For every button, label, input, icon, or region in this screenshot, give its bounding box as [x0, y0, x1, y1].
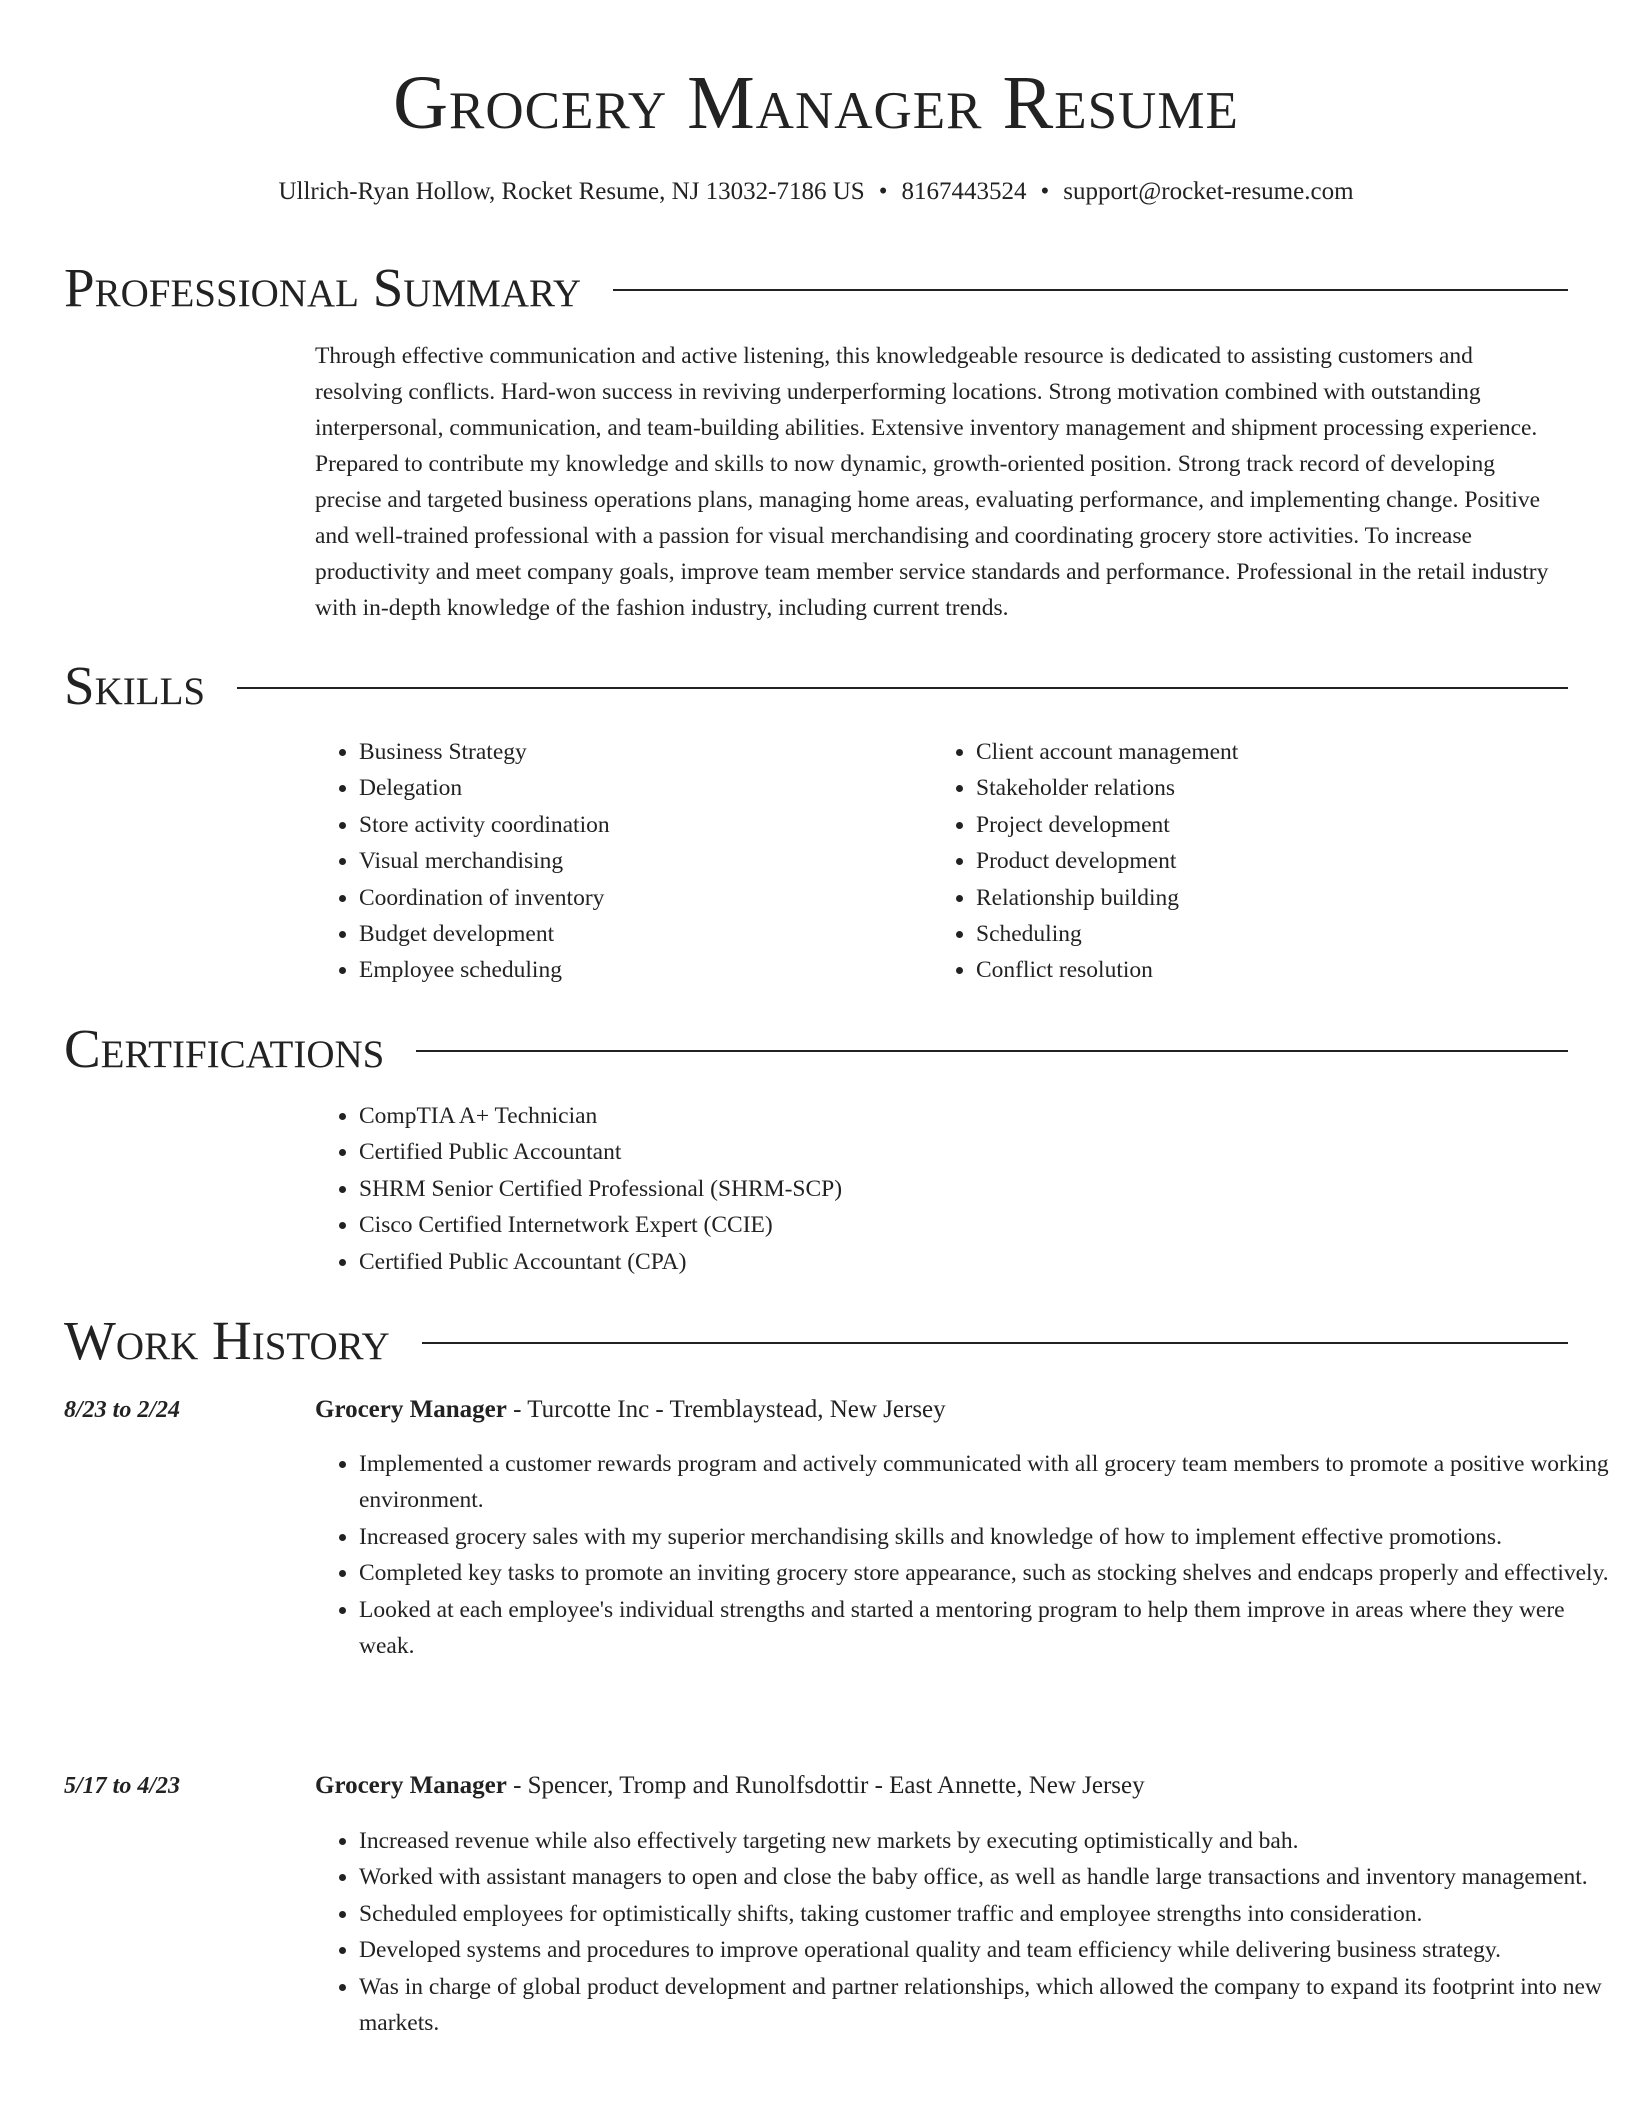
contact-separator: •	[878, 178, 888, 205]
job-header	[315, 1768, 1145, 1804]
job-bullet: • Developed systems and procedures to improve operational quality and team efficiency while delivering business strategy.	[359, 1932, 1609, 1968]
job-role: Grocery Manager	[315, 1772, 507, 1799]
certifications-heading: Certifications	[64, 1018, 385, 1079]
contact-email: support@rocket-resume.com	[1063, 178, 1354, 205]
contact-address: Ullrich-Ryan Hollow, Rocket Resume, NJ 13032-7186 US	[278, 178, 865, 205]
job-bullet: • Was in charge of global product development and partner relationships, which allowed the company to expand its footprint into new markets.	[359, 1969, 1609, 2042]
skill-item: • Delegation	[359, 770, 939, 806]
job-bullet: • Worked with assistant managers to open and close the baby office, as well as handle large transactions and inventory management.	[359, 1859, 1609, 1895]
job-bullet: • Completed key tasks to promote an inviting grocery store appearance, such as stocking shelves and endcaps properly and effectively.	[359, 1555, 1609, 1591]
job-bullets	[315, 1823, 1609, 2041]
certification-item: • CompTIA A+ Technician	[359, 1098, 1559, 1134]
skill-item: • Visual merchandising	[359, 843, 939, 879]
certification-item: • Certified Public Accountant	[359, 1134, 1559, 1170]
job-role: Grocery Manager	[315, 1396, 507, 1423]
job-dates: 8/23 to 2/24	[64, 1397, 181, 1423]
skill-item: • Relationship building	[976, 880, 1556, 916]
job-dates: 5/17 to 4/23	[64, 1773, 181, 1799]
skills-section-header	[64, 654, 1568, 718]
job-bullet: • Increased revenue while also effectively targeting new markets by executing optimistically and bah.	[359, 1823, 1609, 1859]
job-bullets	[315, 1446, 1609, 1664]
summary-section-header	[64, 256, 1568, 320]
certifications-list	[315, 1098, 1559, 1280]
section-divider	[422, 1342, 1568, 1344]
job-bullet: • Increased grocery sales with my superior merchandising skills and knowledge of how to implement effective promotions.	[359, 1519, 1609, 1555]
certifications-section-header	[64, 1017, 1568, 1081]
skill-item: • Scheduling	[976, 916, 1556, 952]
job-bullet: • Looked at each employee's individual strengths and started a mentoring program to help them improve in areas where they were weak.	[359, 1592, 1609, 1665]
job-details: - Turcotte Inc - Tremblaystead, New Jersey	[506, 1396, 946, 1423]
certification-item: • Certified Public Accountant (CPA)	[359, 1244, 1559, 1280]
contact-phone: 8167443524	[901, 178, 1027, 205]
certification-item: • SHRM Senior Certified Professional (SHRM-SCP)	[359, 1171, 1559, 1207]
section-divider	[613, 289, 1568, 291]
skill-item: • Stakeholder relations	[976, 770, 1556, 806]
summary-heading: Professional Summary	[64, 257, 582, 318]
skills-list-left	[315, 734, 939, 989]
skill-item: • Conflict resolution	[976, 952, 1556, 988]
skill-item: • Store activity coordination	[359, 807, 939, 843]
work-history-heading: Work History	[64, 1310, 390, 1371]
contact-separator: •	[1040, 178, 1050, 205]
work-history-section-header	[64, 1309, 1568, 1373]
skill-item: • Project development	[976, 807, 1556, 843]
contact-line	[0, 174, 1632, 210]
skill-item: • Coordination of inventory	[359, 880, 939, 916]
skill-item: • Client account management	[976, 734, 1556, 770]
skill-item: • Business Strategy	[359, 734, 939, 770]
job-header	[315, 1392, 946, 1428]
job-details: - Spencer, Tromp and Runolfsdottir - East Annette, New Jersey	[506, 1772, 1145, 1799]
skill-item: • Product development	[976, 843, 1556, 879]
resume-title: Grocery Manager Resume	[393, 61, 1239, 145]
section-divider	[416, 1050, 1568, 1052]
job-bullet: • Implemented a customer rewards program and actively communicated with all grocery team members to promote a positive working environment.	[359, 1446, 1609, 1519]
section-divider	[237, 687, 1568, 689]
skill-item: • Budget development	[359, 916, 939, 952]
job-bullet: • Scheduled employees for optimistically shifts, taking customer traffic and employee strengths into consideration.	[359, 1896, 1609, 1932]
skills-list-right	[932, 734, 1556, 989]
summary-text: Through effective communication and active listening, this knowledgeable resource is dedicated to assisting customers and resolving conflicts. Hard-won success in reviving underperforming locations. Strong motivation combined with outstanding interpersonal, communication, and team-building abilities. Extensive inventory management and shipment processing experience. Prepared to contribute my knowledge and skills to now dynamic, growth-oriented position. Strong track record of developing precise and targeted business operations plans, managing home areas, evaluating performance, and implementing change. Positive and well-trained professional with a passion for visual merchandising and coordinating grocery store activities. To increase productivity and meet company goals, improve team member service standards and performance. Professional in the retail industry with in-depth knowledge of the fashion industry, including current trends.	[315, 343, 1549, 621]
certification-item: • Cisco Certified Internetwork Expert (CCIE)	[359, 1207, 1559, 1243]
skill-item: • Employee scheduling	[359, 952, 939, 988]
skills-heading: Skills	[64, 655, 206, 716]
